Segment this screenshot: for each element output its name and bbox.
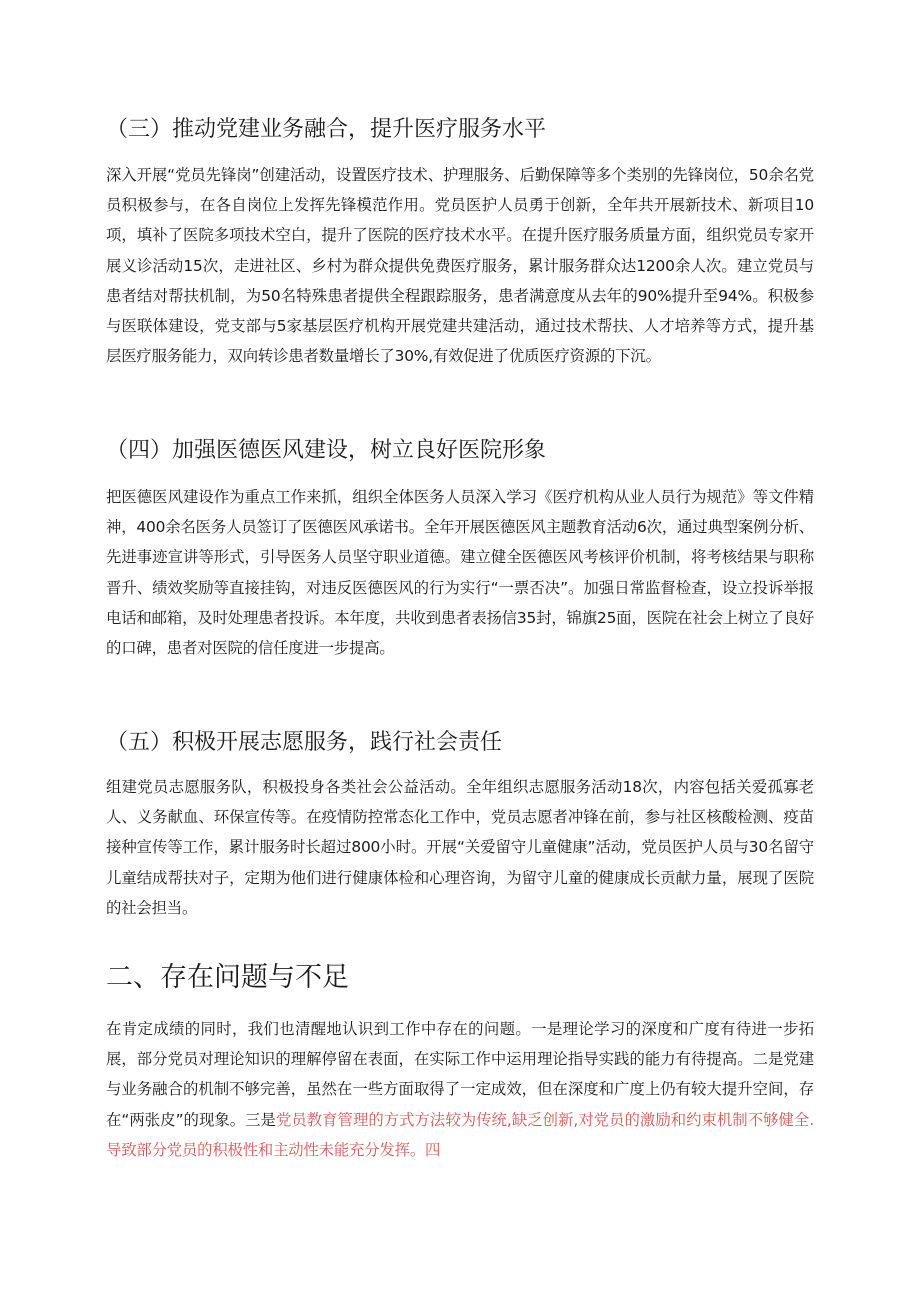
- section-5-body: 组建党员志愿服务队，积极投身各类社会公益活动。全年组织志愿服务活动18次，内容包括关爱孤寡老人、义务献血、环保宣传等。在疫情防控常态化工作中，党员志愿者冲锋在前，参与社区核酸检测、疫苗接种宣传等工作，累计服务时长超过800小时。开展“关爱留守儿童健康”活动，党员医护人员与30名留守儿童结成帮扶对子，定期为他们进行健康体检和心理咨询，为留守儿童的健康成长贡献力量，展现了医院的社会担当。: [106, 778, 814, 917]
- section-3-heading: （三）推动党建业务融合，提升医疗服务水平: [106, 117, 547, 142]
- part-two-body-text: 在肯定成绩的同时，我们也清醒地认识到工作中存在的问题。一是理论学习的深度和广度有待进一步拓展，部分党员对理论知识的理解停留在表面，在实际工作中运用理论指导实践的能力有待提高。二是党建与业务融合的机制不够完善，虽然在一些方面取得了一定成效，但在深度和广度上仍有较大提升空间，存在“两张皮”的现象。三是: [106, 1020, 814, 1129]
- section-4-heading: （四）加强医德医风建设，树立良好医院形象: [106, 438, 547, 463]
- section-5-heading: （五）积极开展志愿服务，践行社会责任: [106, 730, 503, 755]
- part-two-body-highlight: 党员教育管理的方式方法较为传统,缺乏创新,对党员的激励和约束机制不够健全.导致部分党员的积极性和主动性未能充分发挥。四: [106, 1110, 814, 1159]
- section-3-body: 深入开展“党员先锋岗”创建活动，设置医疗技术、护理服务、后勤保障等多个类别的先锋岗位，50余名党员积极参与，在各自岗位上发挥先锋模范作用。党员医护人员勇于创新，全年共开展新技术、新项目10项，填补了医院多项技术空白，提升了医院的医疗技术水平。在提升医疗服务质量方面，组织党员专家开展义诊活动15次，走进社区、乡村为群众提供免费医疗服务，累计服务群众达1200余人次。建立党员与患者结对帮扶机制，为50名特殊患者提供全程跟踪服务，患者满意度从去年的90%提升至94%。积极参与医联体建设，党支部与5家基层医疗机构开展党建共建活动，通过技术帮扶、人才培养等方式，提升基层医疗服务能力，双向转诊患者数量增长了30%,有效促进了优质医疗资源的下沉。: [106, 166, 814, 366]
- part-two-heading: 二、存在问题与不足: [106, 962, 349, 993]
- section-4-body: 把医德医风建设作为重点工作来抓，组织全体医务人员深入学习《医疗机构从业人员行为规范》等文件精神，400余名医务人员签订了医德医风承诺书。全年开展医德医风主题教育活动6次，通过典型案例分析、先进事迹宣讲等形式，引导医务人员坚守职业道德。建立健全医德医风考核评价机制，将考核结果与职称晋升、绩效奖励等直接挂钩，对违反医德医风的行为实行“一票否决”。加强日常监督检查，设立投诉举报电话和邮箱，及时处理患者投诉。本年度，共收到患者表扬信35封，锦旗25面，医院在社会上树立了良好的口碑，患者对医院的信任度进一步提高。: [106, 488, 814, 658]
- part-two-body: [106, 1014, 814, 1165]
